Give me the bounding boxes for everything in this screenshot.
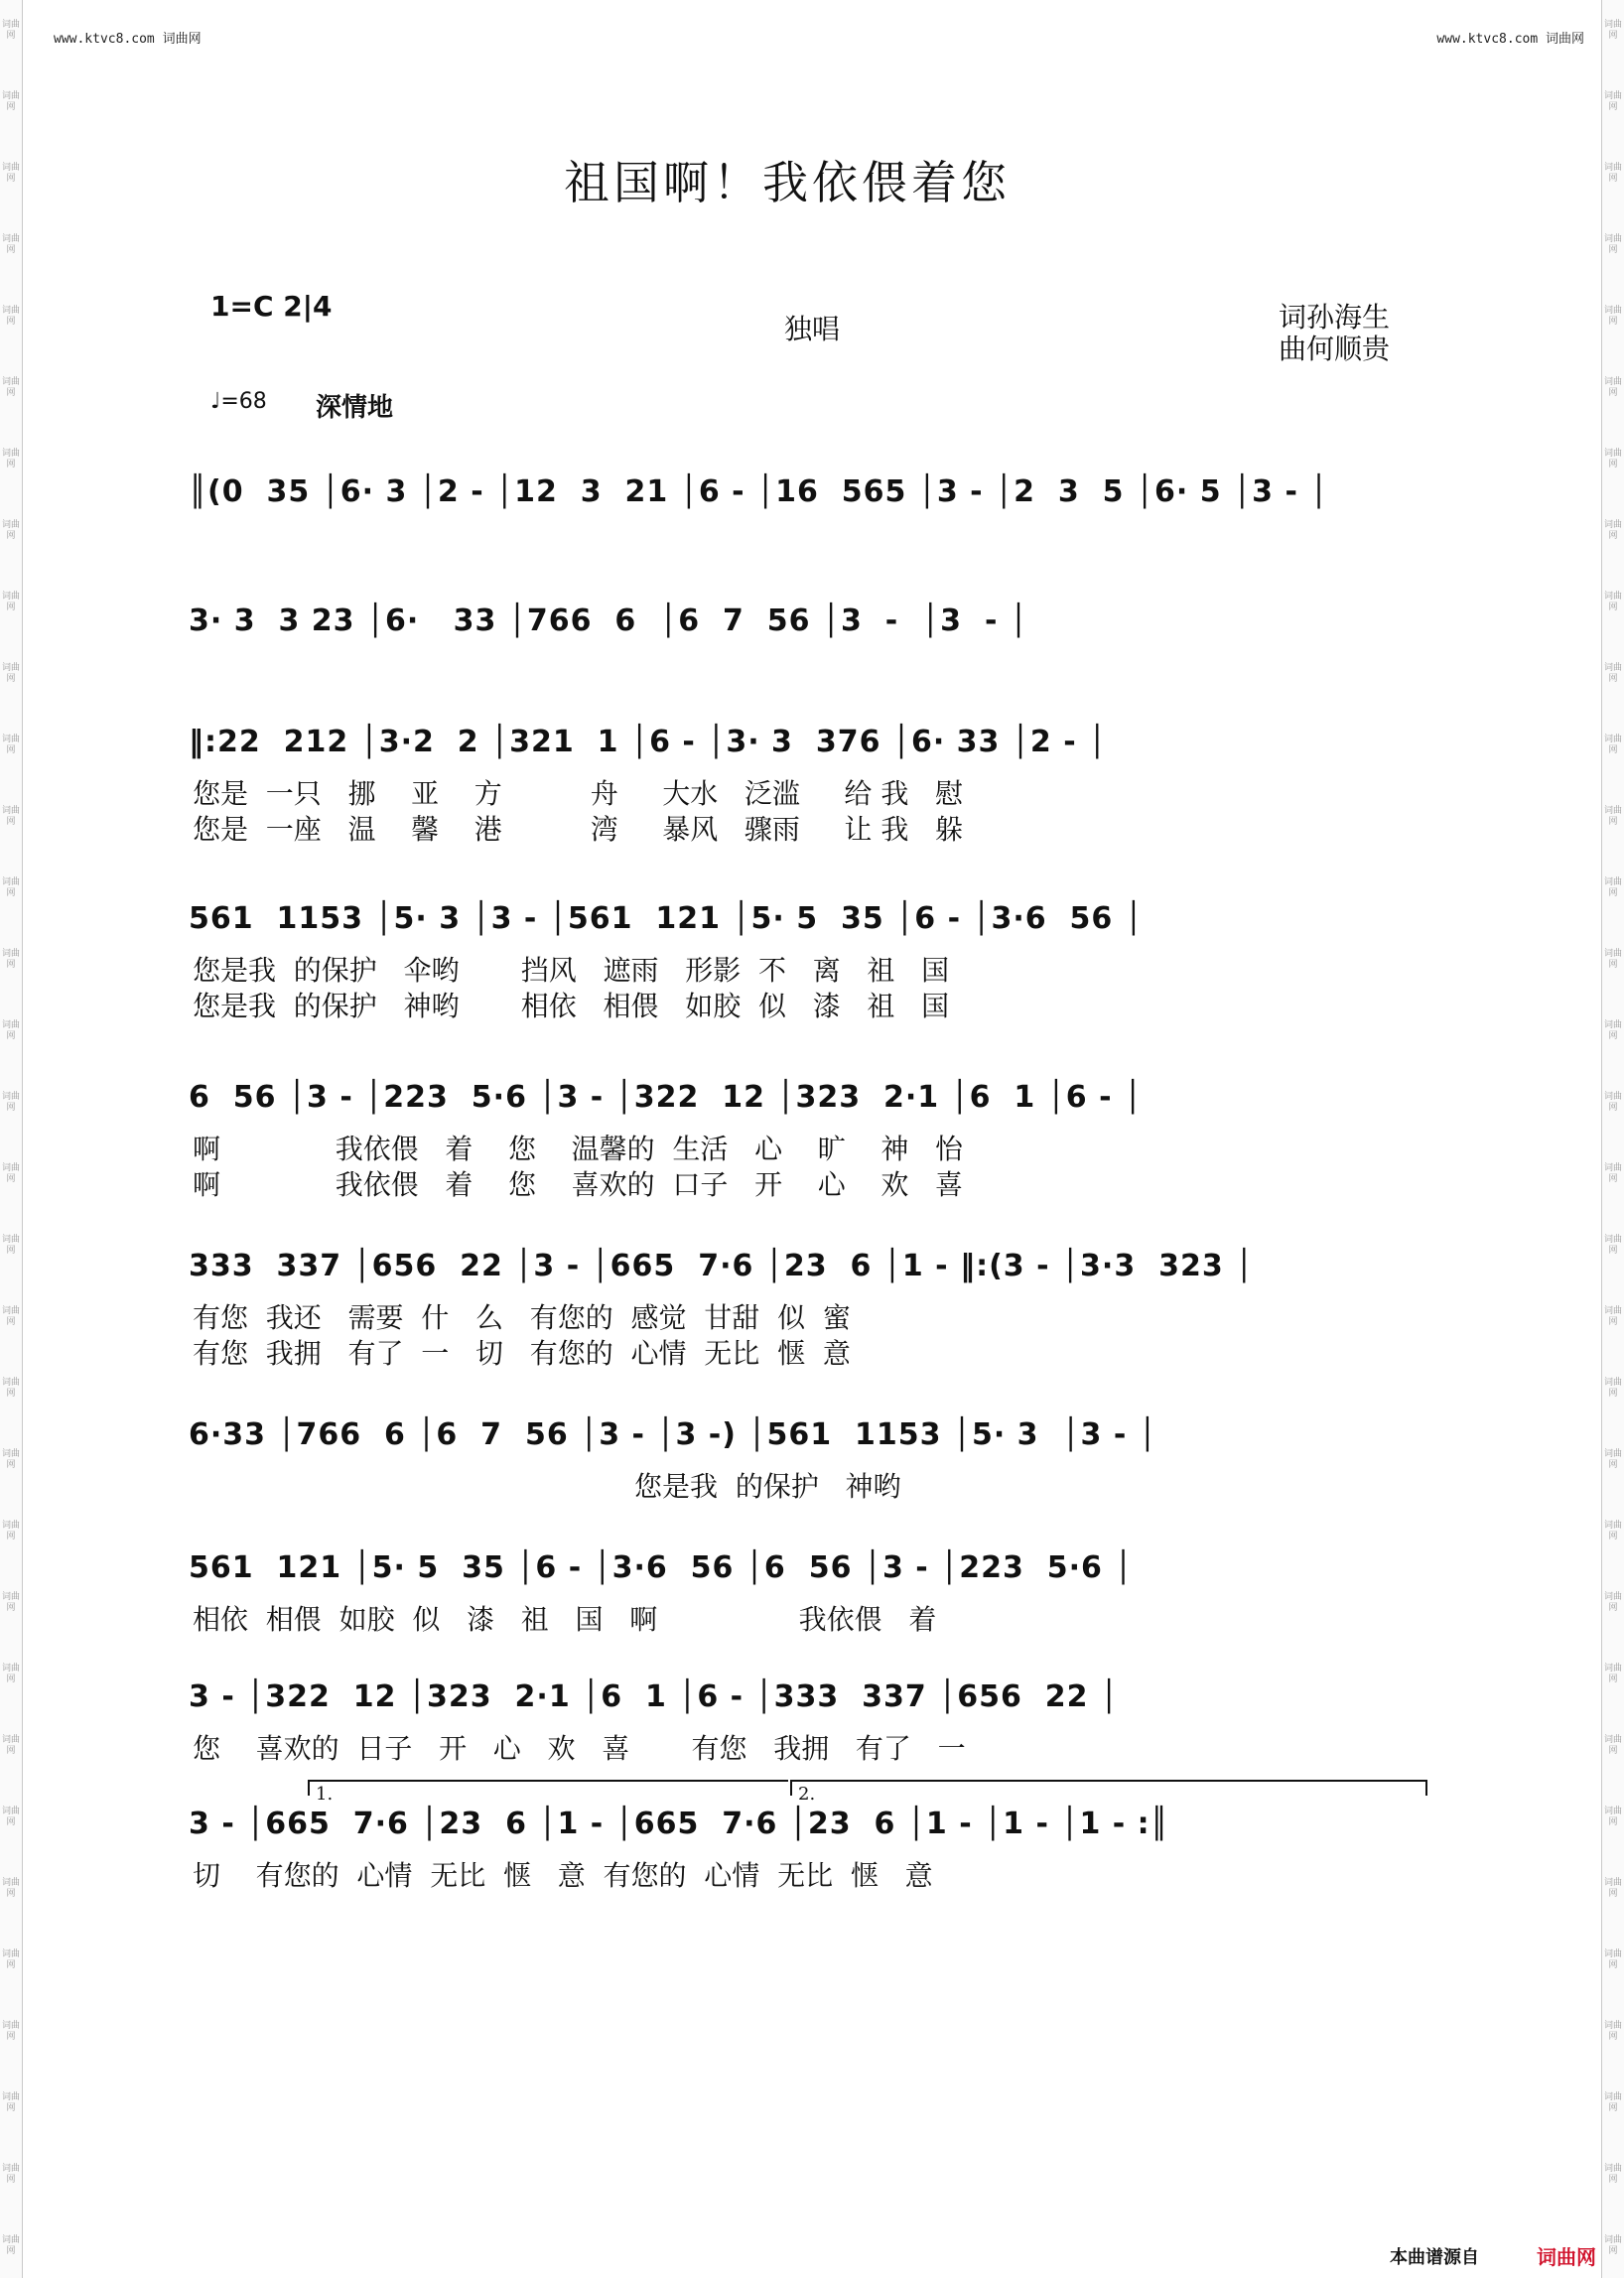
watermark-text: 词曲网 (2, 2021, 21, 2042)
lyrics-line: 您是我 的保护 神哟 相依 相偎 如胶 似 漆 祖 国 (193, 990, 950, 1022)
second-ending-bracket (790, 1780, 1427, 1796)
watermark-text: 词曲网 (2, 1235, 21, 1256)
expression-marking: 深情地 (316, 393, 394, 423)
key-signature: 1=C 2|4 (210, 290, 333, 323)
watermark-text: 词曲网 (2, 91, 21, 112)
lyrics-line: 您是我 的保护 神哟 (193, 1470, 901, 1503)
watermark-text: 词曲网 (1604, 2092, 1623, 2113)
lyrics-line: 您是 一座 温 馨 港 湾 暴风 骤雨 让 我 躲 (193, 813, 964, 846)
watermark-text: 词曲网 (2, 163, 21, 184)
watermark-text: 词曲网 (1604, 234, 1623, 255)
watermark-text: 词曲网 (2, 1664, 21, 1684)
watermark-text: 词曲网 (1604, 592, 1623, 612)
lyricist: 词孙海生 (1279, 301, 1391, 334)
watermark-text: 词曲网 (2, 877, 21, 898)
left-watermark-strip (0, 0, 23, 2278)
watermark-text: 词曲网 (2, 377, 21, 398)
watermark-text: 词曲网 (2, 1163, 21, 1184)
watermark-text: 词曲网 (1604, 163, 1623, 184)
lyrics-line: 啊 我依偎 着 您 喜欢的 口子 开 心 欢 喜 (193, 1168, 964, 1201)
notation-row: 6 56 │3 - │223 5·6 │3 - │322 12 │323 2·1 │6 1 │6 - │ (189, 1080, 1144, 1115)
watermark-text: 词曲网 (1604, 20, 1623, 41)
lyrics-line: 您是我 的保护 伞哟 挡风 遮雨 形影 不 离 祖 国 (193, 954, 950, 987)
tempo-marking: ♩=68 (210, 389, 267, 414)
watermark-text: 词曲网 (1604, 1092, 1623, 1113)
source-label: 本曲谱源自 (1390, 2247, 1479, 2268)
notation-row: 3 - │322 12 │323 2·1 │6 1 │6 - │333 337 │656 22 │ (189, 1679, 1120, 1714)
watermark-text: 词曲网 (2, 806, 21, 827)
watermark-text: 词曲网 (1604, 2164, 1623, 2185)
watermark-text: 词曲网 (1604, 91, 1623, 112)
watermark-text: 词曲网 (2, 735, 21, 755)
watermark-text: 词曲网 (1604, 1163, 1623, 1184)
notation-row: 3 - │665 7·6 │23 6 │1 - │665 7·6 │23 6 │1 - │1 - │1 - :║ (189, 1807, 1169, 1841)
lyrics-line: 您 喜欢的 日子 开 心 欢 喜 有您 我拥 有了 一 (193, 1732, 966, 1765)
watermark-text: 词曲网 (1604, 1949, 1623, 1970)
watermark-text: 词曲网 (2, 234, 21, 255)
watermark-text: 词曲网 (1604, 1807, 1623, 1827)
watermark-text: 词曲网 (1604, 806, 1623, 827)
watermark-text: 词曲网 (2, 949, 21, 970)
performance-type: 独唱 (784, 313, 841, 345)
footer-brand-link[interactable]: 词曲网 (1537, 2245, 1596, 2269)
watermark-text: 词曲网 (2, 2235, 21, 2256)
site-url-right[interactable]: www.ktvc8.com 词曲网 (1436, 32, 1584, 47)
notation-row: ‖:22 212 │3·2 2 │321 1 │6 - │3· 3 376 │6· 33 │2 - │ (189, 725, 1108, 759)
watermark-text: 词曲网 (2, 1449, 21, 1470)
second-ending-label: 2. (798, 1784, 816, 1805)
lyrics-line: 相依 相偎 如胶 似 漆 祖 国 啊 我依偎 着 (193, 1603, 937, 1636)
watermark-text: 词曲网 (2, 1592, 21, 1613)
watermark-text: 词曲网 (1604, 377, 1623, 398)
watermark-text: 词曲网 (2, 1092, 21, 1113)
watermark-text: 词曲网 (1604, 1449, 1623, 1470)
watermark-text: 词曲网 (2, 1306, 21, 1327)
watermark-text: 词曲网 (1604, 663, 1623, 684)
watermark-text: 词曲网 (1604, 1020, 1623, 1041)
watermark-text: 词曲网 (1604, 877, 1623, 898)
watermark-text: 词曲网 (1604, 2021, 1623, 2042)
watermark-text: 词曲网 (1604, 1592, 1623, 1613)
lyrics-line: 啊 我依偎 着 您 温馨的 生活 心 旷 神 怡 (193, 1133, 964, 1165)
watermark-text: 词曲网 (2, 2092, 21, 2113)
watermark-text: 词曲网 (2, 306, 21, 327)
watermark-text: 词曲网 (2, 592, 21, 612)
watermark-text: 词曲网 (2, 1949, 21, 1970)
watermark-text: 词曲网 (1604, 1235, 1623, 1256)
notation-row: ║(0 35 │6· 3 │2 - │12 3 21 │6 - │16 565 │3 - │2 3 5 │6· 5 │3 - │ (189, 474, 1329, 509)
lyrics-line: 有您 我还 需要 什 么 有您的 感觉 甘甜 似 蜜 (193, 1301, 851, 1334)
watermark-text: 词曲网 (1604, 1735, 1623, 1756)
first-ending-label: 1. (316, 1784, 334, 1805)
watermark-text: 词曲网 (1604, 1521, 1623, 1541)
watermark-text: 词曲网 (2, 1735, 21, 1756)
site-url-left[interactable]: www.ktvc8.com 词曲网 (54, 32, 202, 47)
composer: 曲何顺贵 (1279, 333, 1391, 365)
lyrics-line: 切 有您的 心情 无比 惬 意 有您的 心情 无比 惬 意 (193, 1859, 933, 1892)
notation-row: 3· 3 3 23 │6· 33 │766 6 │6 7 56 │3 - │3 - │ (189, 603, 1028, 638)
watermark-text: 词曲网 (1604, 1306, 1623, 1327)
watermark-text: 词曲网 (1604, 735, 1623, 755)
watermark-text: 词曲网 (1604, 1664, 1623, 1684)
watermark-text: 词曲网 (2, 1878, 21, 1899)
watermark-text: 词曲网 (1604, 1878, 1623, 1899)
lyrics-line: 有您 我拥 有了 一 切 有您的 心情 无比 惬 意 (193, 1337, 851, 1370)
watermark-text: 词曲网 (2, 1020, 21, 1041)
song-title: 祖国啊！我依偎着您 (564, 156, 1011, 209)
notation-row: 333 337 │656 22 │3 - │665 7·6 │23 6 │1 - ‖:(3 - │3·3 323 │ (189, 1249, 1255, 1283)
watermark-text: 词曲网 (2, 520, 21, 541)
watermark-text: 词曲网 (2, 20, 21, 41)
watermark-text: 词曲网 (1604, 1378, 1623, 1399)
watermark-text: 词曲网 (2, 663, 21, 684)
watermark-text: 词曲网 (1604, 2235, 1623, 2256)
watermark-text: 词曲网 (1604, 449, 1623, 469)
right-watermark-strip (1601, 0, 1624, 2278)
watermark-text: 词曲网 (2, 449, 21, 469)
watermark-text: 词曲网 (1604, 520, 1623, 541)
notation-row: 6·33 │766 6 │6 7 56 │3 - │3 -) │561 1153 │5· 3 │3 - │ (189, 1417, 1157, 1452)
watermark-text: 词曲网 (2, 1378, 21, 1399)
watermark-text: 词曲网 (2, 1807, 21, 1827)
watermark-text: 词曲网 (1604, 306, 1623, 327)
notation-row: 561 121 │5· 5 35 │6 - │3·6 56 │6 56 │3 - │223 5·6 │ (189, 1550, 1134, 1585)
watermark-text: 词曲网 (2, 2164, 21, 2185)
first-ending-bracket (308, 1780, 788, 1796)
watermark-text: 词曲网 (1604, 949, 1623, 970)
notation-row: 561 1153 │5· 3 │3 - │561 121 │5· 5 35 │6 - │3·6 56 │ (189, 901, 1144, 936)
lyrics-line: 您是 一只 挪 亚 方 舟 大水 泛滥 给 我 慰 (193, 777, 964, 810)
watermark-text: 词曲网 (2, 1521, 21, 1541)
